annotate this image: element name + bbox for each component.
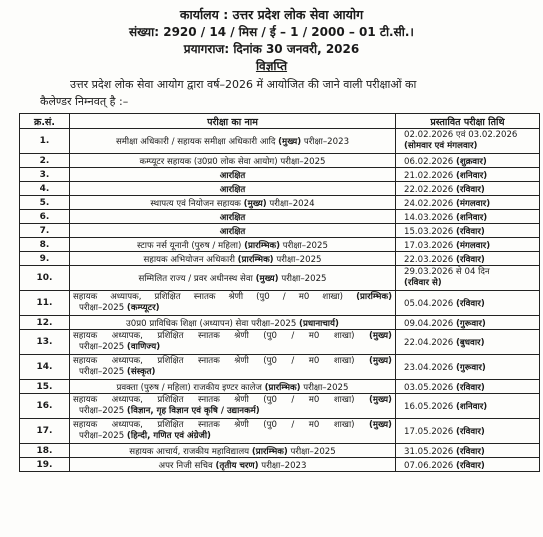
exam-name [70, 224, 396, 238]
exam-name-part: स्थापत्य एवं नियोजन सहायक [150, 198, 244, 209]
table-header-row [20, 114, 540, 129]
exam-date [396, 129, 540, 154]
intro-line-2: कैलेण्डर निम्नवत् है :– [40, 95, 129, 108]
exam-date [396, 168, 540, 182]
exam-name [70, 238, 396, 252]
table-row [20, 238, 540, 252]
exam-name [70, 355, 396, 380]
table-row [20, 182, 540, 196]
date-weekday: (शनिवार) [455, 170, 488, 181]
office-heading: कार्यालय : उत्तर प्रदेश लोक सेवा आयोग [179, 7, 364, 22]
serial-number: 1. [20, 129, 70, 154]
serial-number: 5. [20, 196, 70, 210]
intro-paragraph [40, 76, 540, 110]
serial-number: 13. [20, 330, 70, 355]
exam-name-part: परीक्षा–2025 [300, 382, 349, 393]
table-row [20, 168, 540, 182]
date-weekday: (शुक्रवार) [455, 156, 487, 167]
date-value: 03.05.2026 [404, 382, 456, 393]
exam-name-part: परीक्षा–2025 [79, 367, 127, 377]
exam-name [70, 330, 396, 355]
date-weekday: (रविवार) [455, 382, 485, 393]
exam-name [70, 419, 396, 444]
date-value: 22.02.2026 [404, 184, 456, 195]
exam-stage: (मुख्य) [278, 137, 302, 147]
exam-stage: आरक्षित [219, 212, 246, 223]
date-weekday: (शनिवार) [455, 402, 488, 412]
serial-number: 7. [20, 224, 70, 238]
exam-name-part: सहायक अध्यापक, प्रशिक्षित स्नातक श्रेणी (पु0 / म0 शाखा) [73, 292, 357, 302]
exam-name-part: अपर निजी सचिव [158, 460, 216, 471]
table-row [20, 458, 540, 472]
exam-name-part: परीक्षा–2025 [79, 431, 127, 441]
serial-number: 15. [20, 380, 70, 394]
date-value: 09.04.2026 [404, 318, 456, 329]
date-weekday: (गुरूवार) [455, 318, 486, 329]
exam-date [396, 380, 540, 394]
exam-subject: (वाणिज्य) [126, 342, 161, 352]
serial-number: 11. [20, 291, 70, 316]
header-exam-name: परीक्षा का नाम [70, 114, 396, 129]
date-value: 23.04.2026 [404, 363, 456, 373]
exam-date [396, 458, 540, 472]
serial-number: 12. [20, 316, 70, 330]
exam-stage: (प्रारम्भिक) [356, 292, 392, 302]
exam-name-part: परीक्षा–2023 [258, 460, 307, 471]
exam-date [396, 154, 540, 168]
exam-name [70, 154, 396, 168]
exam-stage: (मुख्य) [368, 395, 392, 405]
date-value: 14.03.2026 [404, 212, 456, 223]
exam-name-part: परीक्षा–2025 [79, 342, 127, 352]
date-weekday: (शनिवार) [455, 212, 488, 223]
exam-name-part: परीक्षा–2025 [287, 446, 336, 457]
serial-number: 4. [20, 182, 70, 196]
table-row [20, 129, 540, 154]
exam-name [70, 182, 396, 196]
exam-name-part: सहायक अध्यापक, प्रशिक्षित स्नातक श्रेणी (पु0 / म0 शाखा) [73, 331, 369, 341]
exam-date [396, 210, 540, 224]
exam-name-part: परीक्षा–2024 [266, 198, 315, 209]
table-row [20, 196, 540, 210]
table-row [20, 210, 540, 224]
exam-date [396, 291, 540, 316]
table-row [20, 394, 540, 419]
exam-name [70, 291, 396, 316]
table-row [20, 154, 540, 168]
date-weekday: (रविवार) [455, 460, 485, 471]
exam-name-part: कम्प्यूटर सहायक (उ0प्र0 लोक सेवा आयोग) परीक्षा–2025 [139, 156, 326, 167]
serial-number: 3. [20, 168, 70, 182]
exam-name [70, 316, 396, 330]
exam-stage: (मुख्य) [368, 331, 392, 341]
place-date: प्रयागराज: दिनांक 30 जनवरी, 2026 [183, 42, 360, 56]
table-row [20, 252, 540, 266]
date-weekday: (रविवार) [455, 184, 485, 195]
exam-name-part: सहायक अध्यापक, प्रशिक्षित स्नातक श्रेणी (पु0 / म0 शाखा) [73, 395, 369, 405]
exam-date [396, 252, 540, 266]
exam-subject: (विज्ञान, गृह विज्ञान एवं कृषि / उद्यानकर्म) [126, 406, 260, 416]
exam-name [70, 266, 396, 291]
serial-number: 14. [20, 355, 70, 380]
exam-stage: (प्रारम्भिक) [237, 254, 274, 265]
exam-date [396, 196, 540, 210]
reference-number: संख्या: 2920 / 14 / मिस / ई – 1 / 2000 – 01 टी.सी.। [129, 25, 414, 39]
exam-name-part: प्रवक्ता (पुरुष / महिला) राजकीय इण्टर कालेज [116, 382, 265, 393]
date-weekday: (सोमवार एवं मंगलवार) [404, 141, 478, 151]
exam-name-part: स्टाफ नर्स यूनानी (पुरुष / महिला) [137, 240, 245, 251]
serial-number: 6. [20, 210, 70, 224]
serial-number: 16. [20, 394, 70, 419]
date-weekday: (मंगलवार) [455, 198, 491, 209]
exam-stage: (प्रारम्भिक) [264, 382, 301, 393]
exam-date [396, 355, 540, 380]
date-weekday: (रविवार) [455, 254, 485, 265]
date-weekday: (बुधवार) [455, 338, 485, 348]
exam-name-part: सहायक अध्यापक, प्रशिक्षित स्नातक श्रेणी (पु0 / म0 शाखा) [73, 420, 369, 430]
exam-calendar-table [19, 113, 540, 472]
date-weekday: (रविवार) [455, 446, 485, 457]
date-value: 02.02.2026 एवं 03.02.2026 [404, 130, 518, 140]
serial-number: 9. [20, 252, 70, 266]
exam-date [396, 419, 540, 444]
exam-name-part: परीक्षा–2025 [79, 303, 127, 313]
notice-title: विज्ञप्ति [255, 59, 288, 73]
date-value: 07.06.2026 [404, 460, 456, 471]
serial-number: 10. [20, 266, 70, 291]
serial-number: 18. [20, 444, 70, 458]
date-value: 21.02.2026 [404, 170, 456, 181]
table-row [20, 224, 540, 238]
exam-stage: आरक्षित [219, 184, 246, 195]
date-weekday: (गुरूवार) [455, 363, 486, 373]
exam-date [396, 330, 540, 355]
exam-name-part: सहायक आचार्य, राजकीय महाविद्यालय [129, 446, 252, 457]
exam-name-part: परीक्षा–2023 [301, 137, 350, 147]
date-weekday: (रविवार) [455, 427, 485, 437]
exam-date [396, 266, 540, 291]
exam-date [396, 444, 540, 458]
date-value: 17.05.2026 [404, 427, 456, 437]
exam-stage: (मुख्य) [368, 420, 392, 430]
exam-subject: (संस्कृत) [126, 367, 156, 377]
exam-name-part: परीक्षा–2025 [273, 254, 322, 265]
exam-name [70, 444, 396, 458]
exam-stage: (प्रधानाचार्य) [299, 318, 339, 329]
table-row [20, 355, 540, 380]
exam-date [396, 238, 540, 252]
date-value: 22.03.2026 [404, 254, 456, 265]
exam-name [70, 196, 396, 210]
header-exam-date: प्रस्तावित परीक्षा तिथि [396, 114, 540, 129]
serial-number: 17. [20, 419, 70, 444]
exam-stage: (मुख्य) [243, 198, 267, 209]
date-value: 17.03.2026 [404, 240, 456, 251]
serial-number: 8. [20, 238, 70, 252]
exam-name [70, 210, 396, 224]
date-value: 22.04.2026 [404, 338, 456, 348]
exam-name-part: समीक्षा अधिकारी / सहायक समीक्षा अधिकारी आदि [115, 137, 279, 147]
exam-name [70, 380, 396, 394]
exam-stage: आरक्षित [219, 226, 246, 237]
date-value: 31.05.2026 [404, 446, 456, 457]
serial-number: 19. [20, 458, 70, 472]
header-serial: क्र.सं. [20, 114, 70, 129]
intro-line-1: उत्तर प्रदेश लोक सेवा आयोग द्वारा वर्ष–2026 में आयोजित की जाने वाली परीक्षाओं का [70, 78, 417, 91]
table-row [20, 266, 540, 291]
exam-name-part: परीक्षा–2025 [280, 240, 328, 251]
date-weekday: (मंगलवार) [455, 240, 491, 251]
exam-name [70, 394, 396, 419]
date-weekday: (रविवार से) [404, 278, 442, 288]
exam-date [396, 394, 540, 419]
exam-name-part: परीक्षा–2025 [79, 406, 127, 416]
date-value: 05.04.2026 [404, 299, 456, 309]
exam-name [70, 129, 396, 154]
exam-name [70, 458, 396, 472]
exam-date [396, 224, 540, 238]
exam-name [70, 168, 396, 182]
date-weekday: (रविवार) [455, 226, 485, 237]
serial-number: 2. [20, 154, 70, 168]
date-value: 16.05.2026 [404, 402, 456, 412]
exam-subject: (कम्प्यूटर) [126, 303, 160, 313]
exam-stage: (मुख्य) [368, 356, 392, 366]
table-row [20, 419, 540, 444]
exam-date [396, 316, 540, 330]
exam-stage: आरक्षित [219, 170, 246, 181]
table-row [20, 444, 540, 458]
date-value: 29.03.2026 से 04 दिन [404, 267, 490, 277]
exam-subject: (हिन्दी, गणित एवं अंग्रेजी) [126, 431, 211, 441]
exam-date [396, 182, 540, 196]
date-value: 06.02.2026 [404, 156, 456, 167]
exam-name-part: सहायक अभियोजन अधिकारी [143, 254, 238, 265]
date-value: 15.03.2026 [404, 226, 456, 237]
exam-name-part: सहायक अध्यापक, प्रशिक्षित स्नातक श्रेणी (पु0 / म0 शाखा) [73, 356, 369, 366]
exam-name-part: परीक्षा–2025 [278, 274, 327, 284]
table-row [20, 380, 540, 394]
exam-name-part: सम्मिलित राज्य / प्रवर अधीनस्थ सेवा [138, 274, 256, 284]
exam-stage: (प्रारम्भिक) [244, 240, 281, 251]
exam-stage: (मुख्य) [255, 274, 279, 284]
exam-name-part: उ0प्र0 प्राविधिक शिक्षा (अध्यापन) सेवा परीक्षा–2025 [126, 318, 300, 329]
exam-name [70, 252, 396, 266]
date-weekday: (रविवार) [455, 299, 485, 309]
table-row [20, 330, 540, 355]
exam-stage: (प्रारम्भिक) [251, 446, 288, 457]
date-value: 24.02.2026 [404, 198, 456, 209]
table-row [20, 316, 540, 330]
exam-stage: (तृतीय चरण) [215, 460, 259, 471]
table-row [20, 291, 540, 316]
